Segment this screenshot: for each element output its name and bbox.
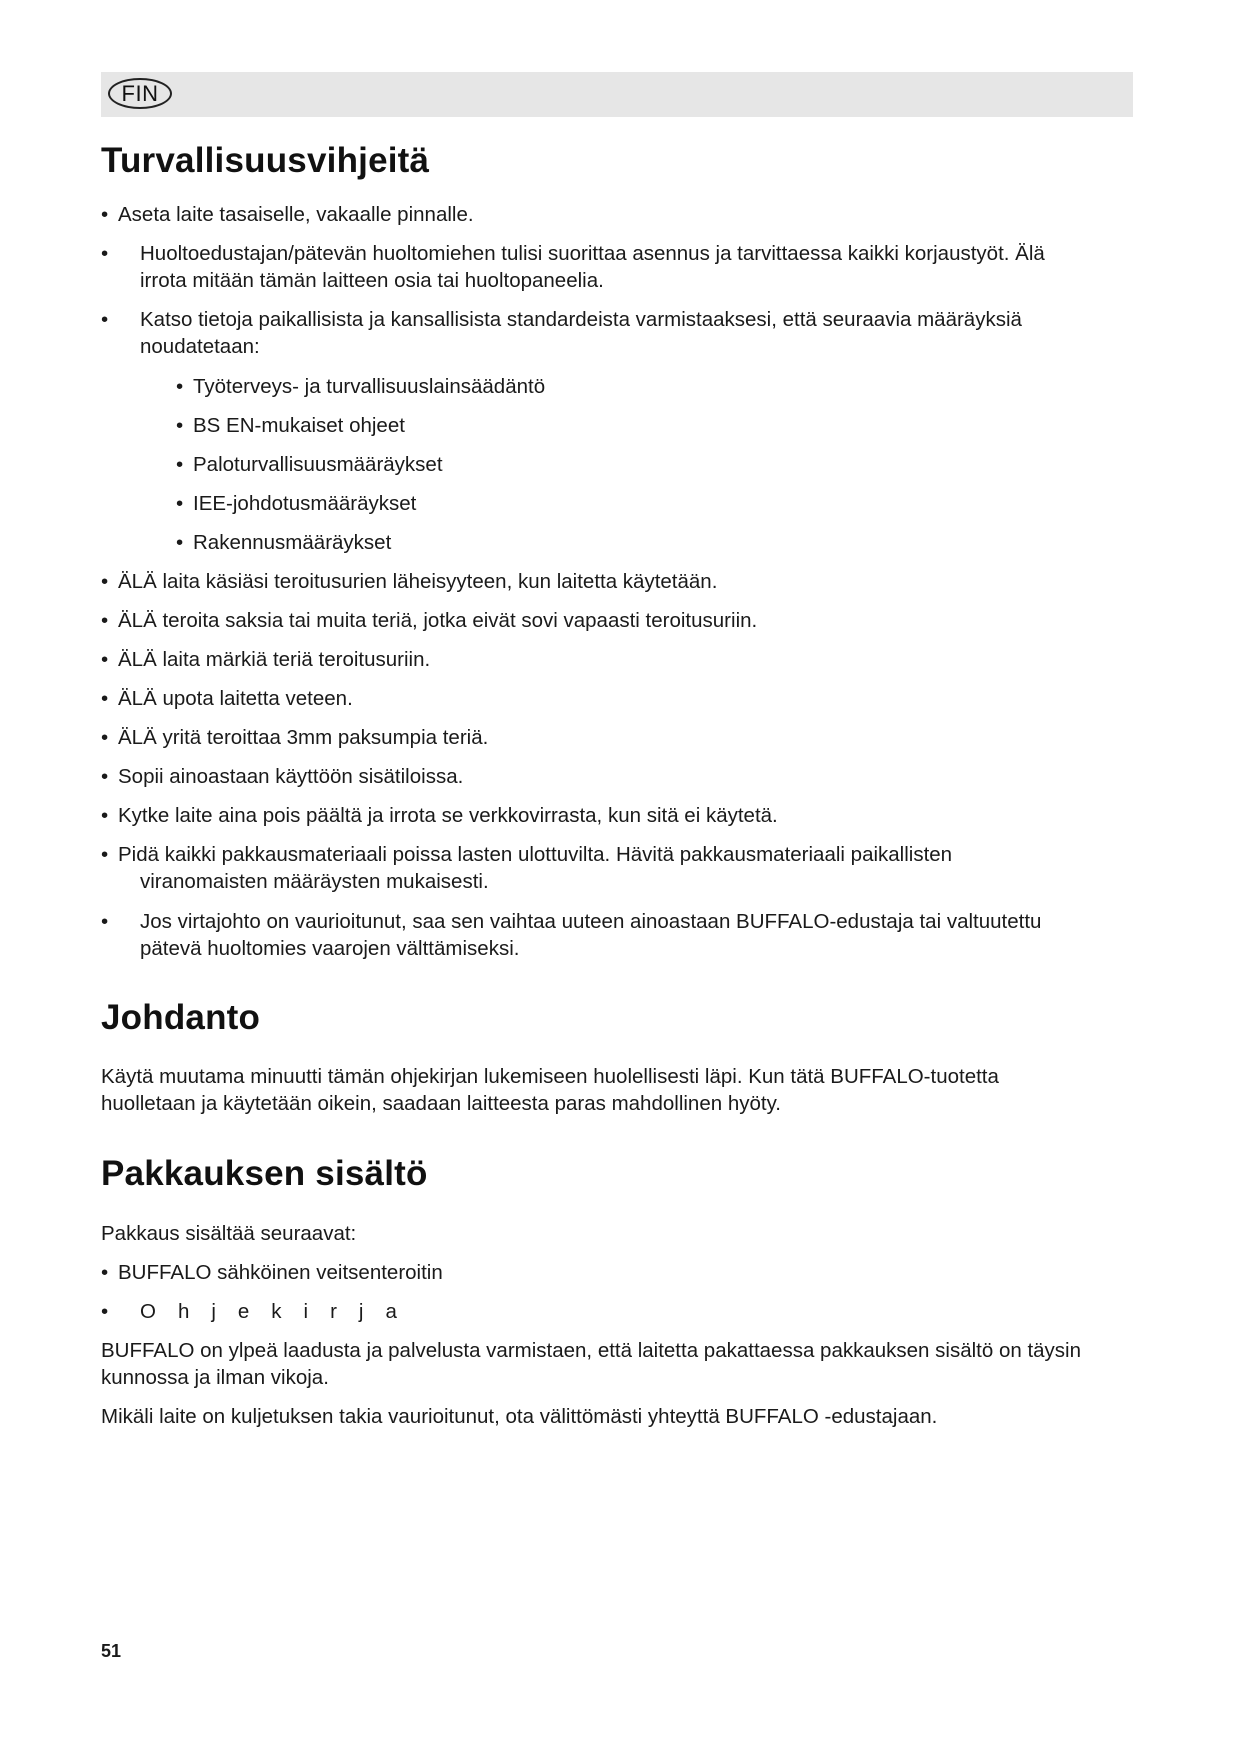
list-item: • ÄLÄ teroita saksia tai muita teriä, jotka eivät sovi vapaasti teroitusuriin. <box>101 609 758 632</box>
section-title-intro: Johdanto <box>101 998 261 1037</box>
intro-paragraph: Käytä muutama minuutti tämän ohjekirjan lukemiseen huolellisesti läpi. Kun tätä BUFFALO-tuotetta huolletaan ja käytetään oikein, saadaan laitteesta paras mahdollinen hyöty. <box>101 1065 999 1115</box>
list-item: • BUFFALO sähköinen veitsenteroitin <box>101 1261 443 1284</box>
list-item: • Sopii ainoastaan käyttöön sisätiloissa. <box>101 765 464 788</box>
list-item: • Aseta laite tasaiselle, vakaalle pinnalle. <box>101 203 474 226</box>
header-bar <box>101 72 1133 117</box>
package-lead: Pakkaus sisältää seuraavat: <box>101 1222 357 1245</box>
sub-list-item: • IEE-johdotusmääräykset <box>176 492 417 515</box>
quality-paragraph: BUFFALO on ylpeä laadusta ja palvelusta varmistaen, että laitetta pakattaessa pakkauksen sisältö on täysin kunnossa ja ilman vikoja. <box>101 1339 1081 1389</box>
sub-list-item: • Paloturvallisuusmääräykset <box>176 453 443 476</box>
list-item: • ÄLÄ upota laitetta veteen. <box>101 687 353 710</box>
sub-list-item: • Rakennusmääräykset <box>176 531 392 554</box>
page-number: 51 <box>101 1641 122 1661</box>
list-item: • Pidä kaikki pakkausmateriaali poissa lasten ulottuvilta. Hävitä pakkausmateriaali paikallisten viranomaisten määräysten mukaisesti. <box>101 843 953 893</box>
language-badge: FIN <box>108 78 172 109</box>
section-title-safety: Turvallisuusvihjeitä <box>101 141 430 180</box>
list-item: • Ohjekirja <box>101 1300 419 1323</box>
sub-list-item: • Työterveys- ja turvallisuuslainsäädäntö <box>176 375 546 398</box>
damage-note: Mikäli laite on kuljetuksen takia vaurioitunut, ota välittömästi yhteyttä BUFFALO -edustajaan. <box>101 1405 938 1428</box>
sub-list-item: • BS EN-mukaiset ohjeet <box>176 414 405 437</box>
list-item: • Huoltoedustajan/pätevän huoltomiehen tulisi suorittaa asennus ja tarvittaessa kaikki korjaustyöt. Älä irrota mitään tämän laitteen osia tai huoltopaneelia. <box>101 242 1045 292</box>
list-item: • Kytke laite aina pois päältä ja irrota se verkkovirrasta, kun sitä ei käytetä. <box>101 804 778 827</box>
list-item: • Jos virtajohto on vaurioitunut, saa sen vaihtaa uuteen ainoastaan BUFFALO-edustaja tai valtuutettu pätevä huoltomies vaarojen välttämiseksi. <box>101 910 1042 960</box>
list-item: • ÄLÄ yritä teroittaa 3mm paksumpia teriä. <box>101 726 489 749</box>
section-title-package: Pakkauksen sisältö <box>101 1154 428 1193</box>
list-item: • ÄLÄ laita käsiäsi teroitusurien läheisyyteen, kun laitetta käytetään. <box>101 570 718 593</box>
list-item: • Katso tietoja paikallisista ja kansallisista standardeista varmistaaksesi, että seuraavia määräyksiä noudatetaan: <box>101 308 1022 358</box>
list-item: • ÄLÄ laita märkiä teriä teroitusuriin. <box>101 648 431 671</box>
